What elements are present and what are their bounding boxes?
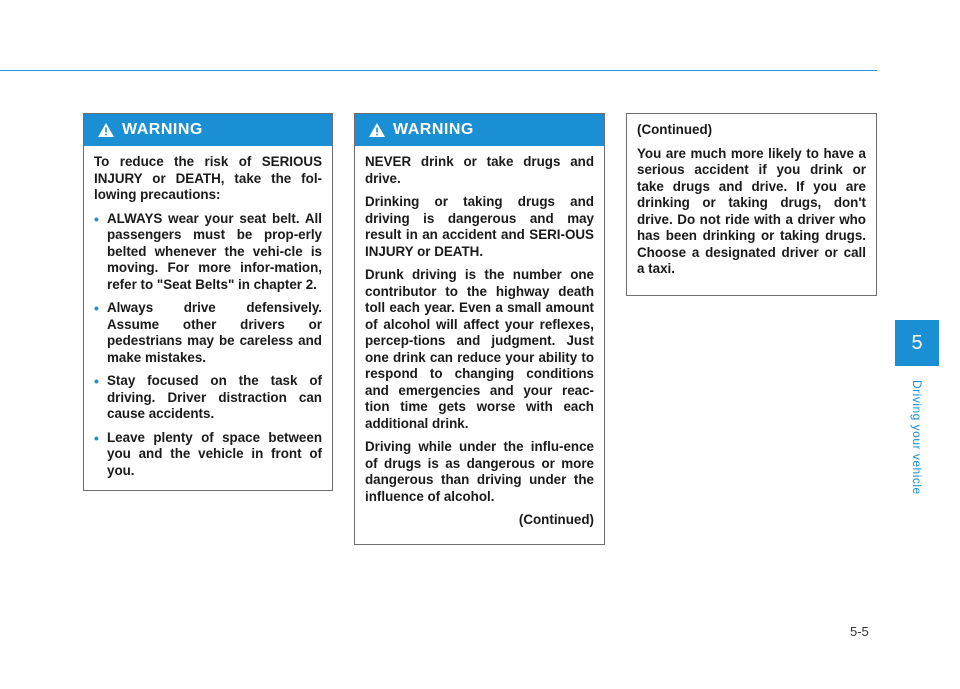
top-rule	[0, 70, 877, 71]
bullet-icon: •	[94, 373, 99, 389]
continued-box	[626, 113, 877, 296]
warning-triangle-icon	[98, 123, 114, 137]
paragraph: Drunk driving is the number one contributor to the highway death toll each year. Even a small amount of alcohol will affect your reflexes, percep-tions and judgment. Just one drink can reduce your ability to respond to changing conditions and emergencies and your reac-tion time gets worse with each additional drink.	[365, 267, 594, 431]
chapter-title: Driving your vehicle	[910, 379, 924, 495]
bullet-icon: •	[94, 210, 99, 227]
warning-box-drugs-alcohol	[354, 113, 605, 545]
list-item: • Always drive defensively. Assume other drivers or pedestrians may be careless and make mistakes.	[94, 300, 322, 365]
page-number: 5-5	[850, 624, 869, 639]
chapter-number: 5	[911, 331, 923, 354]
bullet-icon: •	[94, 429, 99, 446]
paragraph: Drinking or taking drugs and driving is dangerous and may result in an accident and SERI-OUS INJURY or DEATH.	[365, 194, 594, 259]
warning-intro: To reduce the risk of SERIOUS INJURY or DEATH, take the fol-lowing precautions:	[94, 154, 322, 202]
list-item: • ALWAYS wear your seat belt. All passengers must be prop-erly belted whenever the vehi-cle is moving. For more infor-mation, refer to "Seat Belts" in chapter 2.	[94, 210, 322, 292]
list-item: • Leave plenty of space between you and the vehicle in front of you.	[94, 429, 322, 478]
warning-body	[355, 146, 604, 544]
warning-header	[84, 114, 332, 146]
paragraph: Driving while under the influ-ence of drugs is as dangerous or more dangerous than driving under the influence of alcohol.	[365, 439, 594, 504]
list-item: • Stay focused on the task of driving. Driver distraction can cause accidents.	[94, 373, 322, 421]
continued-label: (Continued)	[637, 122, 713, 137]
warning-triangle-icon	[369, 123, 385, 137]
warning-title: WARNING	[122, 121, 203, 138]
chapter-title-vertical	[895, 372, 939, 502]
paragraph: You are much more likely to have a serious accident if you drink or take drugs and drive. If you are drinking or taking drugs, don't drive. Do not ride with a driver who has been drinking or taking drugs. Choose a designated driver or call a taxi.	[637, 145, 866, 276]
warning-body	[84, 146, 332, 494]
continued-label: (Continued)	[518, 512, 594, 527]
warning-box-precautions	[83, 113, 333, 491]
continued-body	[627, 114, 876, 293]
warning-header	[355, 114, 604, 146]
precaution-list	[94, 211, 322, 480]
chapter-tab	[895, 320, 939, 366]
bullet-icon: •	[94, 300, 99, 316]
paragraph: NEVER drink or take drugs and drive.	[365, 154, 594, 186]
warning-title: WARNING	[393, 121, 474, 138]
